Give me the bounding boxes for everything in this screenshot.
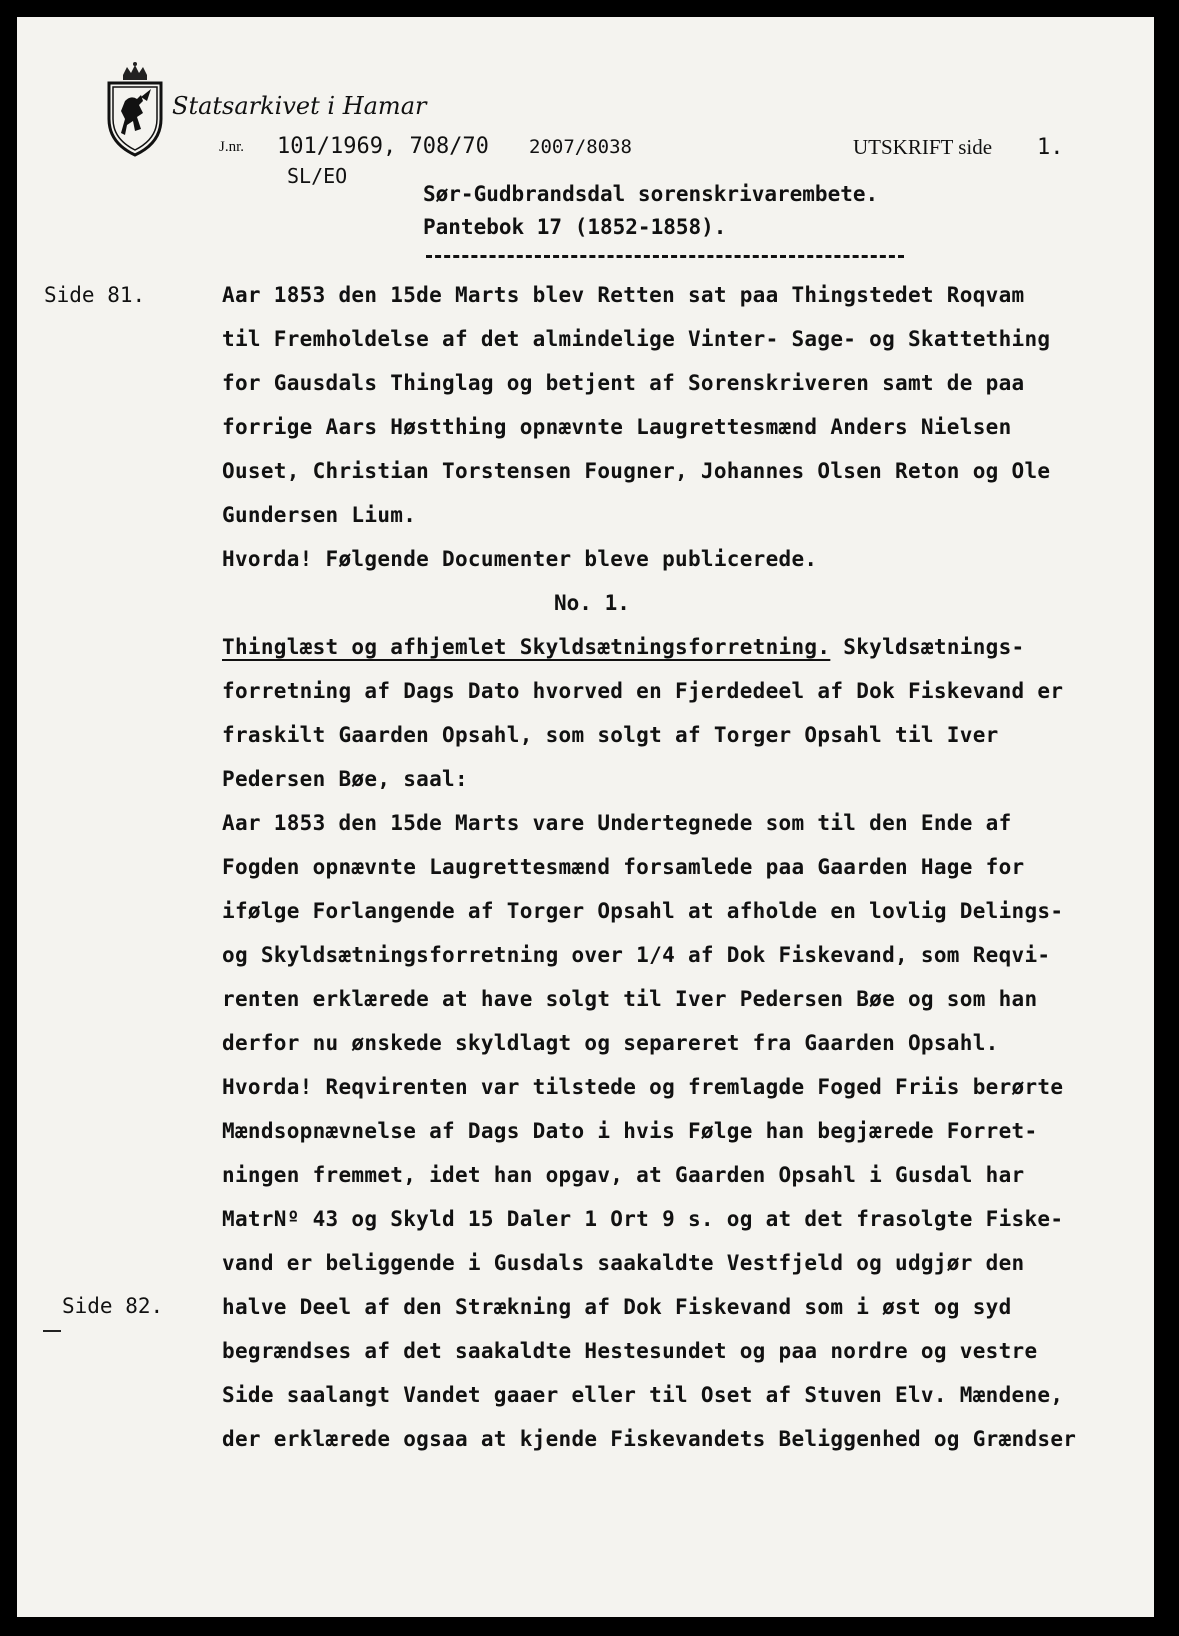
margin-note-side-81: Side 81. (44, 283, 146, 307)
text-line: Gundersen Lium. (222, 503, 417, 527)
text-line: begrændses af det saakaldte Hestesundet og paa nordre og vestre (222, 1339, 1038, 1363)
text-line: halve Deel af den Strækning af Dok Fiskevand som i øst og syd (222, 1295, 1012, 1319)
utskrift-page-number: 1. (1037, 135, 1064, 160)
text-line: renten erklærede at have solgt til Iver Pedersen Bøe og som han (222, 987, 1038, 1011)
text-line: ifølge Forlangende af Torger Opsahl at afholde en lovlig Delings- (222, 899, 1064, 923)
text-line: derfor nu ønskede skyldlagt og separeret fra Gaarden Opsahl. (222, 1031, 999, 1055)
text-line: Hvorda! Reqvirenten var tilstede og fremlagde Foged Friis berørte (222, 1075, 1064, 1099)
text-line: fraskilt Gaarden Opsahl, som solgt af Torger Opsahl til Iver (222, 723, 999, 747)
norwegian-coat-of-arms-icon (103, 61, 167, 157)
jnr-extra: 2007/8038 (529, 136, 632, 158)
section-heading: Thinglæst og afhjemlet Skyldsætningsforretning. (222, 635, 831, 659)
document-title: Sør-Gudbrandsdal sorenskrivarembete. (423, 182, 879, 206)
text-line: MatrNº 43 og Skyld 15 Daler 1 Ort 9 s. og at det frasolgte Fiske- (222, 1207, 1064, 1231)
text-line: forretning af Dags Dato hvorved en Fjerdedeel af Dok Fiskevand er (222, 679, 1064, 703)
text-line: til Fremholdelse af det almindelige Vinter- Sage- og Skattething (222, 327, 1051, 351)
text-line: Hvorda! Følgende Documenter bleve publicerede. (222, 547, 818, 571)
text-line: Aar 1853 den 15de Marts blev Retten sat paa Thingstedet Roqvam (222, 283, 1025, 307)
document-number: No. 1. (554, 591, 630, 615)
text-line: og Skyldsætningsforretning over 1/4 af Dok Fiskevand, som Reqvi- (222, 943, 1051, 967)
text-line: Pedersen Bøe, saal: (222, 767, 468, 791)
text-line: Fogden opnævnte Laugrettesmænd forsamlede paa Gaarden Hage for (222, 855, 1025, 879)
text-line: forrige Aars Høstthing opnævnte Laugrettesmænd Anders Nielsen (222, 415, 1012, 439)
document-subtitle: Pantebok 17 (1852-1858). (423, 215, 727, 239)
text-line: Ouset, Christian Torstensen Fougner, Johannes Olsen Reton og Ole (222, 459, 1051, 483)
text-line: der erklærede ogsaa at kjende Fiskevandets Beliggenhed og Grændser (222, 1427, 1077, 1451)
document-page (17, 17, 1154, 1617)
dashed-divider (426, 255, 904, 258)
margin-note-side-82: Side 82. (62, 1294, 164, 1318)
text-line: ningen fremmet, idet han opgav, at Gaarden Opsahl i Gusdal har (222, 1163, 1025, 1187)
text-line: vand er beliggende i Gusdals saakaldte Vestfjeld og udgjør den (222, 1251, 1025, 1275)
initials: SL/EO (287, 164, 348, 188)
jnr-value: 101/1969, 708/70 (277, 134, 489, 159)
text-line: Side saalangt Vandet gaaer eller til Oset af Stuven Elv. Mændene, (222, 1383, 1064, 1407)
utskrift-label: UTSKRIFT side (853, 135, 993, 159)
jnr-label: J.nr. (219, 139, 245, 155)
text-line (222, 635, 1024, 659)
text-line: for Gausdals Thinglag og betjent af Sorenskriveren samt de paa (222, 371, 1025, 395)
archive-name: Statsarkivet i Hamar (172, 92, 427, 120)
text-span: Skyldsætnings- (830, 635, 1025, 659)
text-line: Aar 1853 den 15de Marts vare Undertegnede som til den Ende af (222, 811, 1012, 835)
text-line: Mændsopnævnelse af Dags Dato i hvis Følge han begjærede Forret- (222, 1119, 1038, 1143)
margin-mark (43, 1330, 61, 1332)
